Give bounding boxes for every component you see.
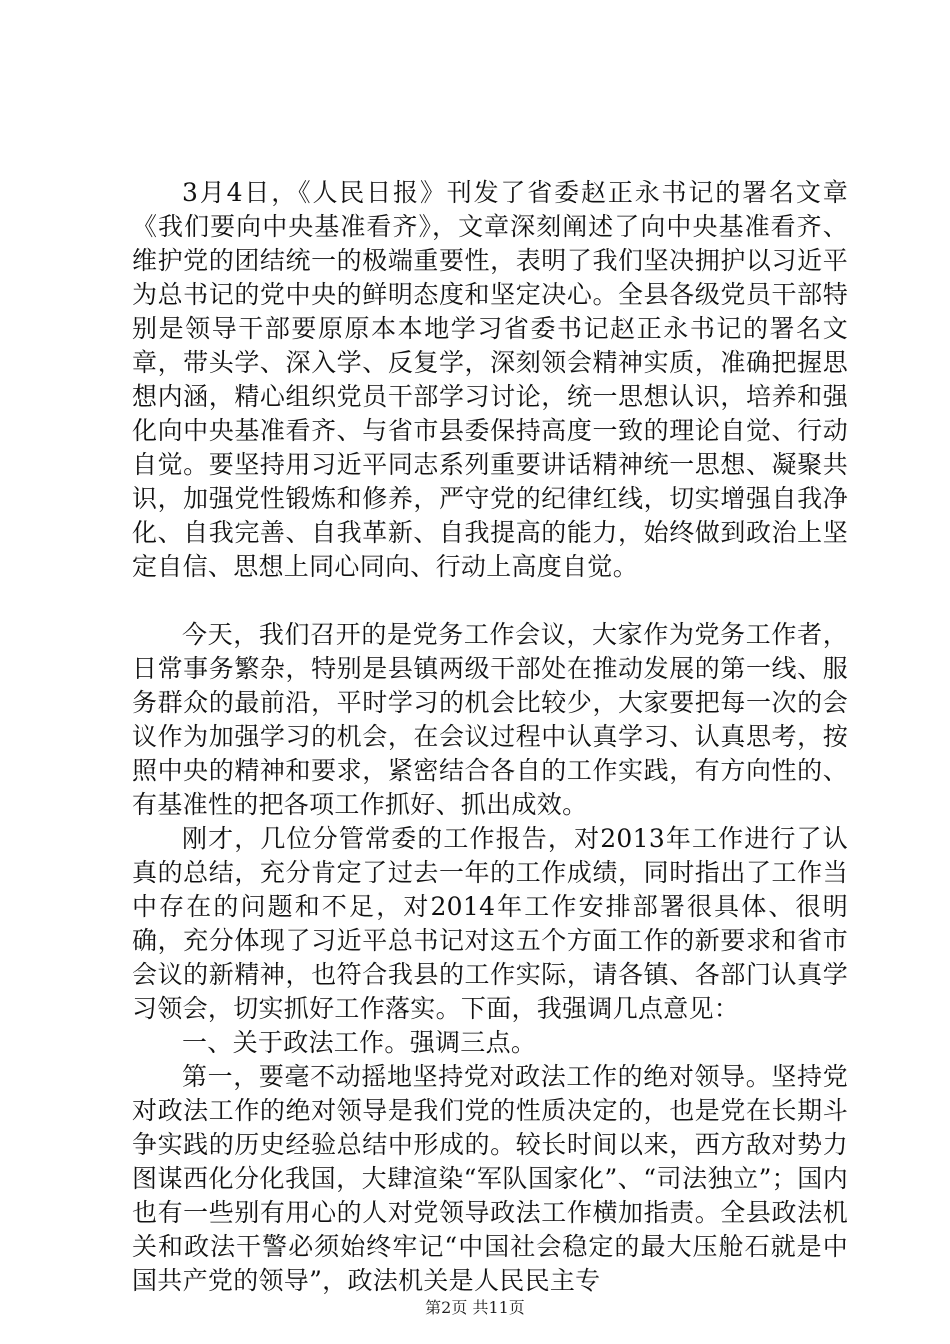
paragraph-3: 刚才，几位分管常委的工作报告，对2013年工作进行了认真的总结，充分肯定了过去一年的工作成绩，同时指出了工作当中存在的问题和不足，对2014年工作安排部署很具体、很明确，充分体现了习近平总书记对这五个方面工作的新要求和省市会议的新精神，也符合我县的工作实际，请各镇、各部门认真学习领会，切实抓好工作落实。下面，我强调几点意见： — [132, 824, 848, 1023]
paragraph-2: 今天，我们召开的是党务工作会议，大家作为党务工作者，日常事务繁杂，特别是县镇两级干部处在推动发展的第一线、服务群众的最前沿，平时学习的机会比较少，大家要把每一次的会议作为加强学习的机会，在会议过程中认真学习、认真思考，按照中央的精神和要求，紧密结合各自的工作实践，有方向性的、有基准性的把各项工作抓好、抓出成效。 — [132, 620, 848, 819]
section-heading: 一、关于政法工作。强调三点。 — [182, 1028, 537, 1057]
paragraph-4: 第一，要毫不动摇地坚持党对政法工作的绝对领导。坚持党对政法工作的绝对领导是我们党的性质决定的，也是党在长期斗争实践的历史经验总结中形成的。较长时间以来，西方敌对势力图谋西化分化我国，大肆渲染“军队国家化”、“司法独立”；国内也有一些别有用心的人对党领导政法工作横加指责。全县政法机关和政法干警必须始终牢记“中国社会稳定的最大压舱石就是中国共产党的领导”，政法机关是人民民主专 — [132, 1062, 849, 1295]
document-body — [132, 176, 848, 1298]
paragraph-1: 3月4日，《人民日报》刊发了省委赵正永书记的署名文章《我们要向中央基准看齐》，文章深刻阐述了向中央基准看齐、维护党的团结统一的极端重要性，表明了我们坚决拥护以习近平为总书记的党中央的鲜明态度和坚定决心。全县各级党员干部特别是领导干部要原原本本地学习省委书记赵正永书记的署名文章，带头学、深入学、反复学，深刻领会精神实质，准确把握思想内涵，精心组织党员干部学习讨论，统一思想认识，培养和强化向中央基准看齐、与省市县委保持高度一致的理论自觉、行动自觉。要坚持用习近平同志系列重要讲话精神统一思想、凝聚共识，加强党性锻炼和修养，严守党的纪律红线，切实增强自我净化、自我完善、自我革新、自我提高的能力，始终做到政治上坚定自信、思想上同心同向、行动上高度自觉。 — [132, 178, 848, 581]
page-footer: 第2页 共11页 — [425, 1298, 525, 1317]
